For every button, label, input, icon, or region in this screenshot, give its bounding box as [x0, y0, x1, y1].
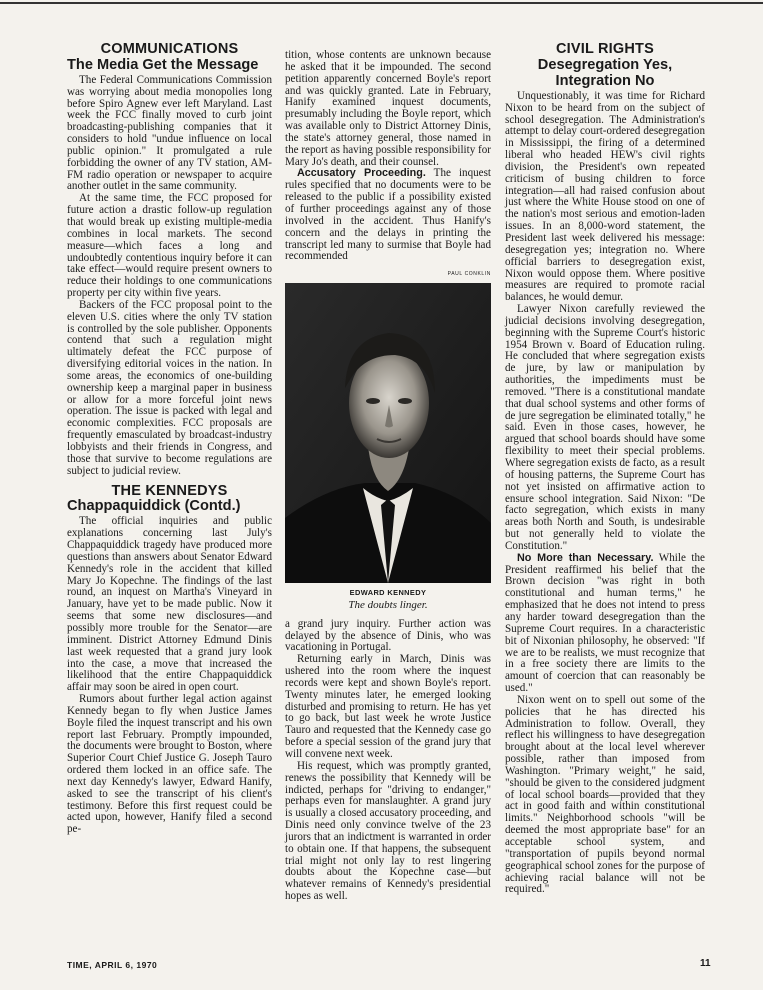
article-paragraph: The official inquiries and public explanations concerning last July's Chappaquiddick tragedy have produced more questions than answers about Senator Edward Kennedy's role in the accident that killed Mary Jo Kopechne. The findings of the last round, an inquest on Martha's Vineyard in January, have yet to be made public. Now it seems that some new disclosures—and possibly more trouble for the Senator—are imminent. District Attorney Edmund Dinis last week requested that a grand jury look into the case, a move that increased the likelihood that the entire Chappaquiddick affair may soon be aired in open court. [67, 515, 272, 694]
top-rule [0, 2, 763, 4]
article-paragraph: Backers of the FCC proposal point to the eleven U.S. cities where the only TV station is controlled by the sole publisher. Opponents contend that such a regulation might ultimately defeat the FCC purpose of diversifying editorial voices in the nation. In some areas, the economics of one-building ownership keep a marginal paper in business or allow for a more forceful joint news operation. The issue is packed with legal and economic complexities. FCC proposals are frequently emasculated by broadcast-industry lobbyists and their friends in Congress, and those that survive to become regulations are subject to judicial review. [67, 298, 272, 477]
article-paragraph: The Federal Communications Commission was worrying about media monopolies long before Spiro Agnew ever left Maryland. Last week the FCC finally moved to curb joint broadcasting-publishing companies that it considers to hold "undue influence on local public opinion." It promulgated a rule forbidding the owner of any TV station, AM-FM radio operation or newspaper to acquire another outlet in the same community. [67, 73, 272, 193]
subheading-accusatory: Accusatory Proceeding. [297, 167, 426, 180]
section-label-communications: COMMUNICATIONS [100, 41, 239, 57]
paragraph-text: The inquest rules specified that no documents were to be released to the public if a possibility existed of further proceedings against any of those involved in the accident. Thus Hanify's concern and the delays in printing the transcript led many to surmise that Boyle had recommended [285, 167, 491, 263]
article-paragraph: Returning early in March, Dinis was ushered into the room where the inquest records were kept and shown Boyle's report. Twenty minutes later, he emerged looking disturbed and promising to return. He has yet to go back, but last week he wrote Justice Tauro and requested that the Kennedy case go before a special session of the grand jury that will convene next week. [285, 653, 491, 760]
article-paragraph: Nixon went on to spell out some of the policies that he has directed his Administration to follow. Overall, they reflect his willingness to have desegregation brought about at the local level wherever possible, rather than imposed from Washington. "Primary weight," he said, "should be given to the considered judgment of local school boards—provided that they act in good faith and within constitutional limits." Neighborhood schools "will be deemed the most appropriate base" for an acceptable school system, and "transportation of pupils beyond normal geographical school zones for the purpose of achieving racial balance will not be required." [505, 693, 705, 896]
headline-desegregation: Desegregation Yes, Integration No [537, 56, 673, 89]
photo-caption-text: The doubts linger. [348, 598, 428, 611]
article-paragraph: Unquestionably, it was time for Richard Nixon to be heard from on the subject of school desegregation. The Administration's attempt to delay court-ordered desegregation in Mississippi, the firing of a determined liberal who headed HEW's civil rights division, the President's own repeated criticism of busing children to force integration—all had raised confusion about just where the White House stood on one of the nation's most serious and emotion-laden issues. In an 8,000-word statement, the President last week delivered his message: desegregation yes; integration no. Where official barriers to desegregation exist, Nixon would oppose them. Where positive measures are required to promote racial balances, he would demur. [505, 89, 705, 304]
subheading-no-more: No More than Necessary. [517, 551, 654, 564]
article-paragraph: tition, whose contents are unknown because he asked that it be impounded. The second petition apparently concerned Boyle's report and was quickly granted. Late in February, Hanify examined inquest documents, presumably including the Boyle report, which was available only to District Attorney Dinis, the state's attorney general, those named in the report as having possible responsibility for Mary Jo's death, and their counsel. [285, 49, 491, 168]
headline-media: The Media Get the Message [67, 56, 259, 73]
article-paragraph: His request, which was promptly granted, renews the possibility that Kennedy will be indicted, perhaps for "driving to endanger," perhaps even for manslaughter. A grand jury is usually a closed accusatory proceeding, and Dinis need only convince twelve of the 23 jurors that an indictment is warranted in order to obtain one. If that happens, the subsequent trial might not only lay to rest lingering doubts about the Kopechne case—but whatever remains of Kennedy's presidential hopes as well. [285, 759, 491, 903]
section-label-kennedys: THE KENNEDYS [111, 482, 228, 499]
headline-chappaquiddick: Chappaquiddick (Contd.) [67, 498, 241, 515]
column-1 [67, 41, 272, 836]
column-3 [505, 41, 705, 896]
article-paragraph: At the same time, the FCC proposed for future action a drastic follow-up regulation that would break up existing multiple-media combines in local markets. The second measure—which faces a long and undoubtedly contentious inquiry before it can take effect—would require present owners to reduce their holdings to one communications property per city within five years. [67, 192, 272, 300]
column-2 [285, 50, 491, 903]
article-paragraph: Lawyer Nixon carefully reviewed the judicial decisions involving desegregation, beginning with the Supreme Court's historic 1954 Brown v. Board of Education ruling. He concluded that where segregation exists de jure, by law or manipulation by authorities, the impediments must be removed. "There is a constitutional mandate that dual school systems and other forms of de jure segregation be eliminated totally," he said. Even in those cases, however, he argued that school boards should have some flexibility to meet their special problems. Where segregation exists de facto, as a result of housing patterns, the Supreme Court has not yet insisted on affirmative action to ensure school integration. Said Nixon: "De facto segregation, which exists in many areas both North and South, is undesirable but not generally held to violate the Constitution." [505, 303, 705, 552]
article-paragraph [505, 553, 705, 695]
article-paragraph [285, 168, 491, 263]
photo-caption-name: EDWARD KENNEDY [349, 588, 427, 598]
article-paragraph: a grand jury inquiry. Further action was delayed by the absence of Dinis, who was vacationing in Portugal. [285, 617, 491, 654]
article-paragraph: Rumors about further legal action against Kennedy began to fly when Justice James Boyle filed the inquest transcript and his own report last February. Promptly impounded, the documents were brought to Boston, where Superior Court Chief Justice G. Joseph Tauro ordered them locked in an office safe. The next day Kennedy's lawyer, Edward Hanify, asked to see the transcript of his client's testimony. Before this first request could be acted upon, however, Hanify filed a second pe- [67, 693, 272, 836]
photo-credit: PAUL CONKLIN [447, 271, 491, 278]
portrait-photo [285, 283, 491, 583]
paragraph-text: While the President reaffirmed his belief that the Brown decision "was right in both constitutional and human terms," he emphasized that he does not intend to press any harder toward desegregation than the Supreme Court requires. In a characteristic bit of Nixonian philosophy, he observed: "If we are to be realists, we must recognize that in a free society there are limits to the amount of coercion that can reasonably be used." [505, 551, 705, 695]
portrait-illustration [285, 283, 491, 583]
section-label-civil-rights: CIVIL RIGHTS [555, 41, 654, 57]
page-number: 11 [700, 958, 711, 969]
folio-date: TIME, APRIL 6, 1970 [67, 960, 158, 970]
